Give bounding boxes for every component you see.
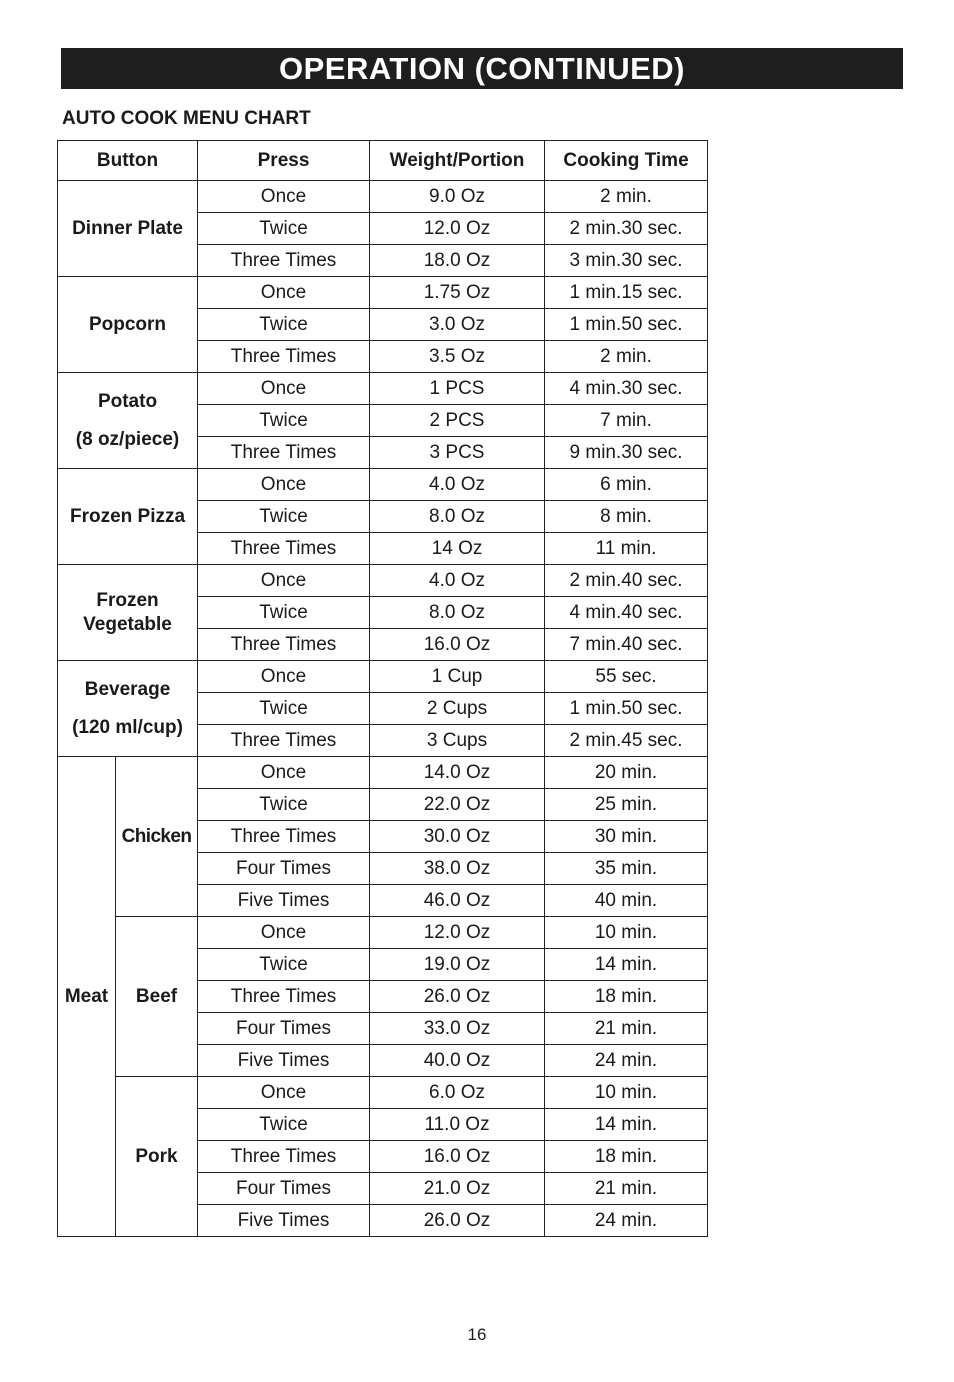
press-cell: Twice bbox=[198, 309, 370, 341]
press-cell: Twice bbox=[198, 789, 370, 821]
press-cell: Once bbox=[198, 661, 370, 693]
weight-cell: 9.0 Oz bbox=[370, 181, 545, 213]
weight-cell: 19.0 Oz bbox=[370, 949, 545, 981]
time-cell: 8 min. bbox=[545, 501, 708, 533]
time-cell: 2 min.45 sec. bbox=[545, 725, 708, 757]
weight-cell: 3.5 Oz bbox=[370, 341, 545, 373]
press-cell: Once bbox=[198, 1077, 370, 1109]
button-name-line: Frozen bbox=[96, 589, 159, 611]
time-cell: 2 min.40 sec. bbox=[545, 565, 708, 597]
weight-cell: 4.0 Oz bbox=[370, 565, 545, 597]
time-cell: 20 min. bbox=[545, 757, 708, 789]
time-cell: 7 min. bbox=[545, 405, 708, 437]
time-cell: 14 min. bbox=[545, 949, 708, 981]
time-cell: 10 min. bbox=[545, 917, 708, 949]
table-row bbox=[58, 565, 708, 597]
weight-cell: 22.0 Oz bbox=[370, 789, 545, 821]
time-cell: 3 min.30 sec. bbox=[545, 245, 708, 277]
button-name-line: Vegetable bbox=[83, 613, 172, 635]
page-header-banner: OPERATION (CONTINUED) bbox=[61, 48, 903, 89]
time-cell: 25 min. bbox=[545, 789, 708, 821]
weight-cell: 12.0 Oz bbox=[370, 917, 545, 949]
time-cell: 1 min.50 sec. bbox=[545, 693, 708, 725]
meat-subcategory-cell: Chicken bbox=[116, 757, 198, 917]
table-body bbox=[58, 181, 708, 1237]
weight-cell: 30.0 Oz bbox=[370, 821, 545, 853]
time-cell: 9 min.30 sec. bbox=[545, 437, 708, 469]
time-cell: 24 min. bbox=[545, 1045, 708, 1077]
table-header-row bbox=[58, 141, 708, 181]
press-cell: Twice bbox=[198, 501, 370, 533]
table-row bbox=[58, 757, 708, 789]
table-row bbox=[58, 917, 708, 949]
button-name-cell bbox=[58, 373, 198, 469]
weight-cell: 3.0 Oz bbox=[370, 309, 545, 341]
button-name-line: Dinner Plate bbox=[72, 217, 183, 239]
press-cell: Three Times bbox=[198, 533, 370, 565]
press-cell: Once bbox=[198, 469, 370, 501]
press-cell: Twice bbox=[198, 597, 370, 629]
press-cell: Once bbox=[198, 565, 370, 597]
press-cell: Twice bbox=[198, 213, 370, 245]
press-cell: Five Times bbox=[198, 1045, 370, 1077]
meat-category-cell: Meat bbox=[58, 757, 116, 1237]
time-cell: 4 min.30 sec. bbox=[545, 373, 708, 405]
press-cell: Four Times bbox=[198, 1013, 370, 1045]
table-row bbox=[58, 469, 708, 501]
time-cell: 30 min. bbox=[545, 821, 708, 853]
weight-cell: 21.0 Oz bbox=[370, 1173, 545, 1205]
table-row bbox=[58, 661, 708, 693]
press-cell: Twice bbox=[198, 949, 370, 981]
button-name-line: (120 ml/cup) bbox=[72, 716, 183, 738]
press-cell: Three Times bbox=[198, 981, 370, 1013]
press-cell: Three Times bbox=[198, 629, 370, 661]
weight-cell: 16.0 Oz bbox=[370, 1141, 545, 1173]
weight-cell: 18.0 Oz bbox=[370, 245, 545, 277]
time-cell: 10 min. bbox=[545, 1077, 708, 1109]
weight-cell: 3 PCS bbox=[370, 437, 545, 469]
weight-cell: 26.0 Oz bbox=[370, 1205, 545, 1237]
time-cell: 40 min. bbox=[545, 885, 708, 917]
weight-cell: 38.0 Oz bbox=[370, 853, 545, 885]
button-name-line: Potato bbox=[97, 390, 158, 412]
time-cell: 18 min. bbox=[545, 1141, 708, 1173]
weight-cell: 1 PCS bbox=[370, 373, 545, 405]
weight-cell: 12.0 Oz bbox=[370, 213, 545, 245]
weight-cell: 1 Cup bbox=[370, 661, 545, 693]
button-name-line: Frozen Pizza bbox=[69, 505, 186, 527]
weight-cell: 40.0 Oz bbox=[370, 1045, 545, 1077]
press-cell: Once bbox=[198, 757, 370, 789]
time-cell: 4 min.40 sec. bbox=[545, 597, 708, 629]
time-cell: 35 min. bbox=[545, 853, 708, 885]
time-cell: 1 min.50 sec. bbox=[545, 309, 708, 341]
press-cell: Four Times bbox=[198, 853, 370, 885]
press-cell: Three Times bbox=[198, 725, 370, 757]
press-cell: Five Times bbox=[198, 1205, 370, 1237]
weight-cell: 26.0 Oz bbox=[370, 981, 545, 1013]
weight-cell: 33.0 Oz bbox=[370, 1013, 545, 1045]
button-name-line: Beverage bbox=[84, 678, 171, 700]
time-cell: 18 min. bbox=[545, 981, 708, 1013]
press-cell: Three Times bbox=[198, 245, 370, 277]
time-cell: 2 min. bbox=[545, 341, 708, 373]
column-header-press: Press bbox=[198, 141, 370, 181]
weight-cell: 6.0 Oz bbox=[370, 1077, 545, 1109]
time-cell: 2 min. bbox=[545, 181, 708, 213]
weight-cell: 14 Oz bbox=[370, 533, 545, 565]
press-cell: Three Times bbox=[198, 821, 370, 853]
press-cell: Three Times bbox=[198, 341, 370, 373]
press-cell: Once bbox=[198, 277, 370, 309]
time-cell: 1 min.15 sec. bbox=[545, 277, 708, 309]
column-header-button: Button bbox=[58, 141, 198, 181]
section-title: AUTO COOK MENU CHART bbox=[62, 108, 311, 129]
meat-subcategory-cell: Beef bbox=[116, 917, 198, 1077]
time-cell: 6 min. bbox=[545, 469, 708, 501]
table-row bbox=[58, 277, 708, 309]
press-cell: Twice bbox=[198, 405, 370, 437]
weight-cell: 3 Cups bbox=[370, 725, 545, 757]
weight-cell: 2 PCS bbox=[370, 405, 545, 437]
press-cell: Three Times bbox=[198, 437, 370, 469]
press-cell: Once bbox=[198, 917, 370, 949]
press-cell: Four Times bbox=[198, 1173, 370, 1205]
press-cell: Five Times bbox=[198, 885, 370, 917]
time-cell: 21 min. bbox=[545, 1173, 708, 1205]
meat-subcategory-cell: Pork bbox=[116, 1077, 198, 1237]
button-name-line: (8 oz/piece) bbox=[75, 428, 180, 450]
weight-cell: 8.0 Oz bbox=[370, 501, 545, 533]
time-cell: 21 min. bbox=[545, 1013, 708, 1045]
press-cell: Twice bbox=[198, 1109, 370, 1141]
weight-cell: 46.0 Oz bbox=[370, 885, 545, 917]
press-cell: Once bbox=[198, 181, 370, 213]
weight-cell: 14.0 Oz bbox=[370, 757, 545, 789]
press-cell: Twice bbox=[198, 693, 370, 725]
button-name-line: Popcorn bbox=[88, 313, 167, 335]
time-cell: 11 min. bbox=[545, 533, 708, 565]
time-cell: 7 min.40 sec. bbox=[545, 629, 708, 661]
page-number: 16 bbox=[467, 1325, 487, 1344]
press-cell: Three Times bbox=[198, 1141, 370, 1173]
press-cell: Once bbox=[198, 373, 370, 405]
time-cell: 14 min. bbox=[545, 1109, 708, 1141]
time-cell: 55 sec. bbox=[545, 661, 708, 693]
button-name-cell bbox=[58, 469, 198, 565]
weight-cell: 8.0 Oz bbox=[370, 597, 545, 629]
button-name-cell bbox=[58, 277, 198, 373]
button-name-cell bbox=[58, 565, 198, 661]
table-row bbox=[58, 1077, 708, 1109]
weight-cell: 4.0 Oz bbox=[370, 469, 545, 501]
button-name-cell bbox=[58, 661, 198, 757]
time-cell: 2 min.30 sec. bbox=[545, 213, 708, 245]
table-row bbox=[58, 181, 708, 213]
table-row bbox=[58, 373, 708, 405]
time-cell: 24 min. bbox=[545, 1205, 708, 1237]
auto-cook-menu-table bbox=[57, 140, 708, 1237]
weight-cell: 11.0 Oz bbox=[370, 1109, 545, 1141]
column-header-weight: Weight/Portion bbox=[370, 141, 545, 181]
weight-cell: 2 Cups bbox=[370, 693, 545, 725]
weight-cell: 1.75 Oz bbox=[370, 277, 545, 309]
button-name-cell bbox=[58, 181, 198, 277]
weight-cell: 16.0 Oz bbox=[370, 629, 545, 661]
column-header-time: Cooking Time bbox=[545, 141, 708, 181]
